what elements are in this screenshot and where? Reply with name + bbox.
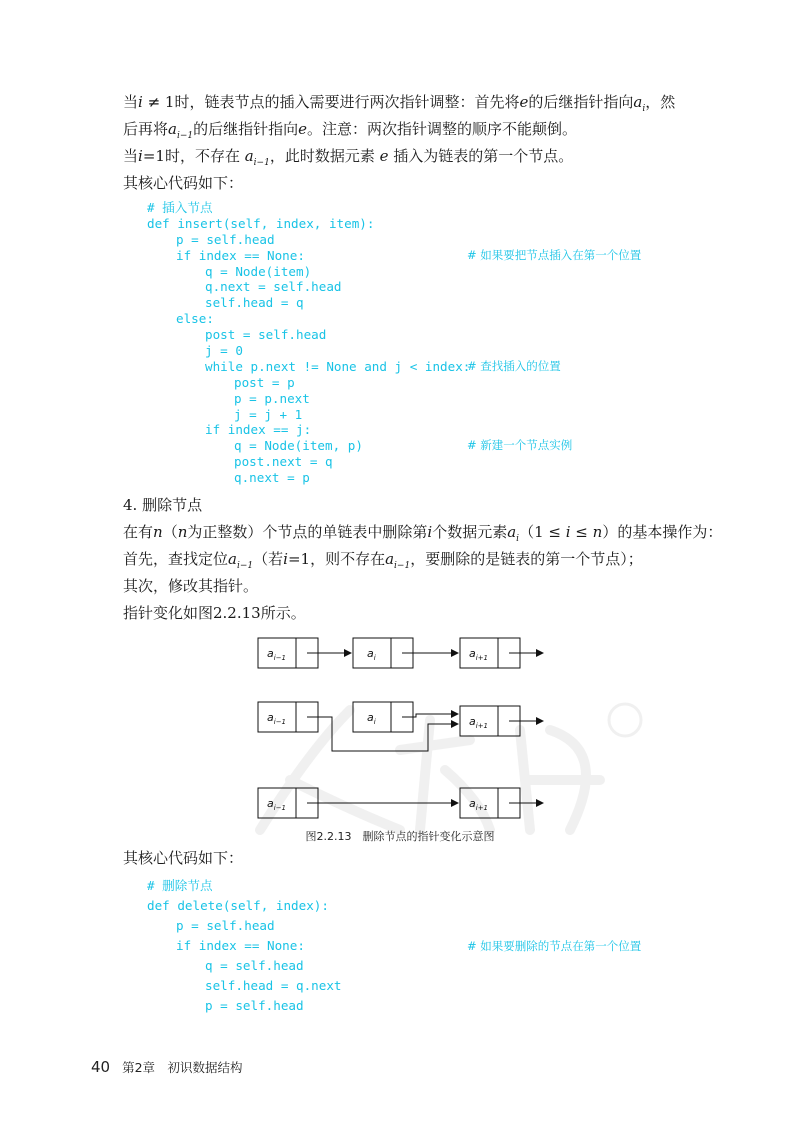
- intro-line-2: 后再将$a_{i-1}$的后继指针指向e。注意：两次指针调整的顺序不能颠倒。: [123, 120, 578, 141]
- intro-line-3: 当i=1时，不存在 $a_{i-1}$，此时数据元素 e 插入为链表的第一个节点。: [123, 147, 574, 168]
- code-line: j = j + 1: [234, 406, 303, 422]
- code-line: if index == None: # 如果要删除的节点在第一个位置: [147, 936, 341, 956]
- code-line: if index == j:: [205, 422, 312, 438]
- code-line: j = 0: [205, 343, 243, 359]
- code-line: self.head = q.next: [205, 978, 342, 993]
- label-next: $a_{i+1}$: [469, 715, 489, 730]
- code-line: def delete(self, index):: [147, 898, 329, 913]
- figure-caption: 图2.2.13 删除节点的指针变化示意图: [305, 830, 495, 843]
- code-line: q = Node(item): [205, 263, 312, 279]
- code-line: post = self.head: [205, 327, 327, 343]
- code-comment: # 如果要把节点插入在第一个位置: [467, 247, 642, 262]
- code-line: post = p: [234, 374, 295, 390]
- intro-line-1: 当i ≠ 1时，链表节点的插入需要进行两次指针调整：首先将e的后继指针指向$a_i$，然: [123, 93, 676, 114]
- code-line: q = self.head: [205, 958, 304, 973]
- label-prev: $a_{i-1}$: [267, 797, 287, 812]
- code-block-delete: [147, 876, 642, 1016]
- label-cur: $a_i$: [367, 647, 376, 662]
- code-line: # 插入节点: [147, 200, 213, 215]
- code-line: p = p.next: [234, 390, 310, 406]
- label-next: $a_{i+1}$: [469, 647, 489, 662]
- page-footer: [91, 1058, 243, 1076]
- page-number: 40: [91, 1058, 111, 1076]
- code-comment: # 如果要删除的节点在第一个位置: [467, 939, 642, 953]
- code-intro-2: 其核心代码如下：: [123, 849, 244, 867]
- code-line: p = self.head: [176, 918, 275, 933]
- section-heading: 4. 删除节点: [123, 496, 203, 514]
- section-para-2: 首先，查找定位$a_{i-1}$（若i=1，则不存在$a_{i-1}$，要删除的是链表的第一个节点）；: [123, 550, 643, 571]
- code-line: # 删除节点: [147, 878, 213, 893]
- intro-line-4: 其核心代码如下：: [123, 174, 244, 192]
- code-line: p = self.head: [205, 998, 304, 1013]
- code-block-insert: [147, 200, 642, 486]
- code-line: def insert(self, index, item):: [147, 215, 375, 231]
- code-line: else:: [176, 311, 214, 327]
- section-para-3: 其次，修改其指针。: [123, 577, 259, 595]
- label-cur: $a_i$: [367, 711, 376, 726]
- code-line: self.head = q: [205, 295, 304, 311]
- section-para-4: 指针变化如图2.2.13所示。: [123, 604, 306, 622]
- label-next: $a_{i+1}$: [469, 797, 489, 812]
- code-line: p = self.head: [176, 231, 275, 247]
- code-line: q.next = p: [234, 470, 310, 486]
- code-comment: # 新建一个节点实例: [467, 438, 573, 453]
- code-line: while p.next != None and j < index: # 查找插入的位置: [205, 358, 561, 374]
- code-line: if index == None: # 如果要把节点插入在第一个位置: [176, 247, 642, 263]
- label-prev: $a_{i-1}$: [267, 647, 287, 662]
- code-line: post.next = q: [234, 454, 333, 470]
- code-line: q.next = self.head: [205, 279, 342, 295]
- chapter-title: 第2章 初识数据结构: [122, 1060, 243, 1075]
- section-para-1: 在有n（n为正整数）个节点的单链表中删除第i个数据元素$a_i(1 \le i \le n)$的基本操作为：: [123, 523, 723, 544]
- label-prev: $a_{i-1}$: [267, 711, 287, 726]
- code-line: q = Node(item, p) # 新建一个节点实例: [234, 438, 573, 454]
- delete-node-diagram: [250, 630, 560, 825]
- code-comment: # 查找插入的位置: [467, 358, 561, 373]
